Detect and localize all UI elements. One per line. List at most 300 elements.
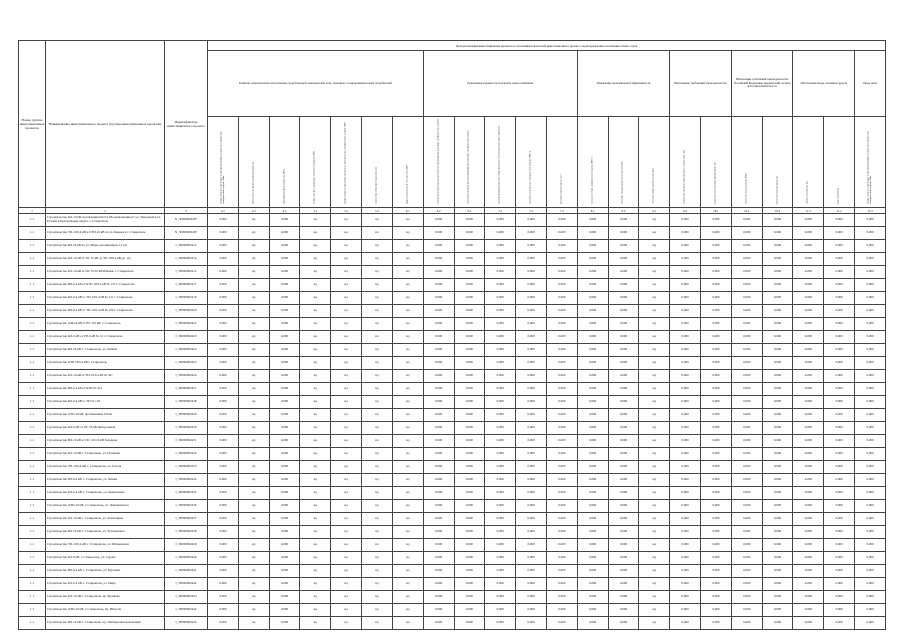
row-value-cell: нд xyxy=(362,214,393,227)
row-project-name-text: Строительство КЛ-10 кВ от ПС 35/10 кВ Южная, г. Ставрополь xyxy=(47,270,134,274)
row-project-name-text: Строительство ЛЭП-10 кВ, протяжением 0,8 км xyxy=(47,413,113,417)
row-value-cell: нд xyxy=(392,344,423,357)
row-value-cell: 0,000 xyxy=(731,409,762,422)
row-group-number: 1.1 xyxy=(19,370,46,383)
row-value-cell: 0,000 xyxy=(701,214,732,227)
row-value-cell: нд xyxy=(300,370,331,383)
row-value-cell: 0,000 xyxy=(208,318,239,331)
row-value-cell: 0,000 xyxy=(546,591,577,604)
row-value-cell: 0,000 xyxy=(762,370,793,383)
row-value-cell: 0,000 xyxy=(269,539,300,552)
row-value-cell: 0,000 xyxy=(731,266,762,279)
row-value-cell: 0,000 xyxy=(824,487,855,500)
row-value-cell: 0,000 xyxy=(762,448,793,461)
row-project-name xyxy=(46,578,165,591)
row-value-cell: 0,000 xyxy=(208,435,239,448)
row-value-cell: 0,000 xyxy=(824,331,855,344)
row-value-cell: 0,000 xyxy=(546,266,577,279)
row-project-name xyxy=(46,513,165,526)
table-row xyxy=(19,552,886,565)
row-value-cell: нд xyxy=(238,318,269,331)
row-value-cell: 0,000 xyxy=(423,214,454,227)
row-value-cell: 0,000 xyxy=(423,474,454,487)
row-value-cell: нд xyxy=(238,565,269,578)
row-value-cell: 0,000 xyxy=(269,305,300,318)
row-value-cell: 0,000 xyxy=(731,227,762,240)
row-value-cell: нд xyxy=(300,409,331,422)
row-value-cell: 0,000 xyxy=(793,435,824,448)
row-group-number: 1.1 xyxy=(19,331,46,344)
row-value-cell: нд xyxy=(392,266,423,279)
row-value-cell: нд xyxy=(238,604,269,617)
row-value-cell: нд xyxy=(300,292,331,305)
row-value-cell: 0,000 xyxy=(762,292,793,305)
row-value-cell: 0,000 xyxy=(731,214,762,227)
row-value-cell: нд xyxy=(639,292,670,305)
row-value-cell: 0,000 xyxy=(701,539,732,552)
row-value-cell: 0,000 xyxy=(208,578,239,591)
row-value-cell: 0,000 xyxy=(762,266,793,279)
row-group-number: 1.1 xyxy=(19,474,46,487)
row-project-name xyxy=(46,487,165,500)
row-value-cell: 0,000 xyxy=(793,565,824,578)
row-value-cell: нд xyxy=(300,227,331,240)
table-row xyxy=(19,500,886,513)
row-value-cell: 0,000 xyxy=(608,435,639,448)
row-value-cell: 0,000 xyxy=(546,565,577,578)
row-value-cell: 0,000 xyxy=(454,344,485,357)
row-value-cell: 0,000 xyxy=(793,214,824,227)
row-value-cell: 0,000 xyxy=(608,357,639,370)
row-value-cell: 0,000 xyxy=(454,487,485,500)
row-value-cell: нд xyxy=(331,409,362,422)
row-value-cell: 0,000 xyxy=(546,253,577,266)
row-value-cell: 0,000 xyxy=(731,240,762,253)
row-value-cell: 0,000 xyxy=(824,500,855,513)
row-value-cell: 0,000 xyxy=(208,266,239,279)
row-value-cell: 0,000 xyxy=(269,461,300,474)
row-value-cell: нд xyxy=(300,461,331,474)
row-project-id: I_3П000002430 xyxy=(165,422,208,435)
row-project-name-text: Строительство ЛЭП-10 кВ, г. Ставрополь, ул. Дзержинского xyxy=(47,504,129,508)
row-project-name-text: Строительство ВЛ-0,4 кВ, г. Ставрополь, ул. Чехова xyxy=(47,478,118,482)
row-value-cell: нд xyxy=(362,617,393,630)
row-value-cell: 0,000 xyxy=(577,422,608,435)
row-project-name xyxy=(46,474,165,487)
column-number: 10.2 xyxy=(731,208,762,214)
row-project-name-text: Строительство ВЛ-10 кВ, г. Ставрополь, ул. Тухачевского xyxy=(47,530,126,534)
indicator-header xyxy=(793,117,824,208)
row-group-number: 1.1 xyxy=(19,604,46,617)
row-value-cell: 0,000 xyxy=(824,552,855,565)
row-value-cell: 0,000 xyxy=(670,526,701,539)
row-value-cell: 0,000 xyxy=(546,617,577,630)
table-row xyxy=(19,279,886,292)
row-value-cell: 0,000 xyxy=(670,318,701,331)
row-value-cell: 0,000 xyxy=(516,604,547,617)
row-value-cell: 0,000 xyxy=(208,344,239,357)
row-value-cell: 0,000 xyxy=(608,487,639,500)
row-value-cell: нд xyxy=(331,227,362,240)
row-value-cell: нд xyxy=(331,578,362,591)
row-value-cell: 0,000 xyxy=(670,240,701,253)
row-value-cell: нд xyxy=(639,253,670,266)
row-value-cell: 0,000 xyxy=(577,279,608,292)
row-value-cell: 0,000 xyxy=(608,266,639,279)
indicator-header xyxy=(855,117,886,208)
row-value-cell: нд xyxy=(238,422,269,435)
row-value-cell: 0,000 xyxy=(577,266,608,279)
row-value-cell: 0,000 xyxy=(485,539,516,552)
row-value-cell: 0,000 xyxy=(208,214,239,227)
row-value-cell: нд xyxy=(639,357,670,370)
row-value-cell: 0,000 xyxy=(269,214,300,227)
column-number: 8.1 xyxy=(577,208,608,214)
row-value-cell: нд xyxy=(300,240,331,253)
investment-projects-table xyxy=(18,40,886,630)
row-value-cell: нд xyxy=(300,591,331,604)
row-project-name-text: Строительство КЛ-10 кВ от ПС 35 кВ до ТП 10/0,4 кВ (ф. 14) xyxy=(47,257,131,261)
row-value-cell: нд xyxy=(392,526,423,539)
row-value-cell: нд xyxy=(238,292,269,305)
row-value-cell: нд xyxy=(362,383,393,396)
column-number: 11.1 xyxy=(793,208,824,214)
row-value-cell: 0,000 xyxy=(762,344,793,357)
row-project-id: I_3П000002436 xyxy=(165,500,208,513)
row-value-cell: 0,000 xyxy=(546,422,577,435)
row-project-name xyxy=(46,305,165,318)
row-value-cell: 0,000 xyxy=(731,565,762,578)
column-number: 5.1 xyxy=(300,208,331,214)
row-value-cell: 0,000 xyxy=(269,240,300,253)
table-row xyxy=(19,344,886,357)
row-value-cell: нд xyxy=(238,513,269,526)
row-value-cell: 0,000 xyxy=(701,617,732,630)
indicator-header-text: показатель уровня качества осуществляемого технологического присоединения xyxy=(498,125,501,204)
indicator-header xyxy=(208,117,239,208)
row-value-cell: 0,000 xyxy=(485,305,516,318)
row-value-cell: нд xyxy=(362,292,393,305)
row-value-cell: нд xyxy=(331,331,362,344)
row-value-cell: 0,000 xyxy=(824,526,855,539)
row-value-cell: нд xyxy=(392,604,423,617)
row-project-name xyxy=(46,617,165,630)
row-value-cell: 0,000 xyxy=(516,305,547,318)
row-value-cell: 0,000 xyxy=(485,461,516,474)
row-value-cell: 0,000 xyxy=(269,370,300,383)
row-value-cell: нд xyxy=(639,513,670,526)
row-value-cell: 0,000 xyxy=(701,240,732,253)
row-value-cell: 0,000 xyxy=(701,526,732,539)
row-value-cell: нд xyxy=(362,526,393,539)
row-project-id: I_3П000002433 xyxy=(165,461,208,474)
row-value-cell: 0,000 xyxy=(423,279,454,292)
row-value-cell: нд xyxy=(238,253,269,266)
indicator-header xyxy=(238,117,269,208)
row-value-cell: 0,000 xyxy=(670,578,701,591)
row-value-cell: 0,000 xyxy=(762,214,793,227)
row-value-cell: 0,000 xyxy=(855,422,886,435)
row-value-cell: нд xyxy=(362,422,393,435)
row-value-cell: 0,000 xyxy=(516,396,547,409)
row-value-cell: нд xyxy=(238,409,269,422)
row-value-cell: 0,000 xyxy=(485,578,516,591)
row-value-cell: 0,000 xyxy=(731,253,762,266)
row-value-cell: нд xyxy=(392,279,423,292)
row-value-cell: 0,000 xyxy=(516,422,547,435)
row-value-cell: 0,000 xyxy=(546,279,577,292)
row-value-cell: нд xyxy=(300,617,331,630)
table-row xyxy=(19,565,886,578)
row-value-cell: нд xyxy=(639,435,670,448)
row-value-cell: 0,000 xyxy=(762,578,793,591)
row-value-cell: 0,000 xyxy=(454,604,485,617)
row-value-cell: 0,000 xyxy=(670,214,701,227)
row-value-cell: 0,000 xyxy=(608,344,639,357)
row-value-cell: 0,000 xyxy=(208,487,239,500)
row-group-number: 1.1 xyxy=(19,227,46,240)
table-row xyxy=(19,318,886,331)
row-value-cell: 0,000 xyxy=(577,448,608,461)
row-value-cell: 0,000 xyxy=(731,591,762,604)
row-value-cell: 0,000 xyxy=(824,591,855,604)
row-value-cell: 0,000 xyxy=(516,214,547,227)
row-value-cell: 0,000 xyxy=(731,513,762,526)
row-value-cell: нд xyxy=(639,305,670,318)
row-value-cell: 0,000 xyxy=(824,214,855,227)
row-value-cell: 0,000 xyxy=(485,214,516,227)
row-value-cell: 0,000 xyxy=(731,500,762,513)
column-number: 6.3 xyxy=(454,208,485,214)
row-value-cell: 0,000 xyxy=(670,370,701,383)
row-value-cell: нд xyxy=(238,539,269,552)
row-group-number: 1.1 xyxy=(19,539,46,552)
row-value-cell: 0,000 xyxy=(516,435,547,448)
row-value-cell: 0,000 xyxy=(608,240,639,253)
row-project-id: I_3П000002439 xyxy=(165,539,208,552)
row-value-cell: 0,000 xyxy=(670,383,701,396)
row-value-cell: 0,000 xyxy=(269,591,300,604)
table-row xyxy=(19,513,886,526)
row-value-cell: 0,000 xyxy=(423,240,454,253)
row-value-cell: 0,000 xyxy=(855,552,886,565)
row-value-cell: 0,000 xyxy=(269,292,300,305)
row-project-id: I_3П000002445 xyxy=(165,617,208,630)
row-project-name xyxy=(46,292,165,305)
row-value-cell: 0,000 xyxy=(208,539,239,552)
row-value-cell: нд xyxy=(238,435,269,448)
row-value-cell: 0,000 xyxy=(208,240,239,253)
row-value-cell: 0,000 xyxy=(701,344,732,357)
row-group-number: 1.1 xyxy=(19,461,46,474)
row-value-cell: 0,000 xyxy=(546,227,577,240)
row-value-cell: 0,000 xyxy=(577,591,608,604)
row-value-cell: 0,000 xyxy=(423,526,454,539)
row-value-cell: 0,000 xyxy=(546,526,577,539)
row-value-cell: 0,000 xyxy=(485,253,516,266)
row-value-cell: нд xyxy=(639,383,670,396)
row-group-number: 1.1 xyxy=(19,279,46,292)
row-value-cell: 0,000 xyxy=(855,344,886,357)
table-row xyxy=(19,214,886,227)
row-value-cell: нд xyxy=(362,331,393,344)
row-value-cell: 0,000 xyxy=(608,214,639,227)
row-value-cell: 0,000 xyxy=(208,253,239,266)
row-value-cell: 0,000 xyxy=(485,435,516,448)
row-value-cell: 0,000 xyxy=(701,578,732,591)
indicator-header-text: показатель средней частоты прекращений передачи электрической энергии xyxy=(468,130,471,204)
row-project-name-text: Строительство ВЛ-10 кВ, г. Ставрополь, пр. Октябрьской революции xyxy=(47,621,141,625)
row-value-cell: 0,000 xyxy=(269,318,300,331)
row-value-cell: 0,000 xyxy=(454,292,485,305)
row-project-name-text: Строительство ВЛ-10 кВ по ул. Мира, протяжением 1,2 км xyxy=(47,244,127,248)
row-value-cell: нд xyxy=(362,552,393,565)
row-value-cell: 0,000 xyxy=(423,448,454,461)
row-value-cell: 0,000 xyxy=(485,513,516,526)
row-value-cell: 0,000 xyxy=(577,474,608,487)
row-value-cell: 0,000 xyxy=(423,539,454,552)
row-value-cell: нд xyxy=(331,604,362,617)
row-value-cell: 0,000 xyxy=(269,435,300,448)
indicator-header xyxy=(701,117,732,208)
row-value-cell: 0,000 xyxy=(793,357,824,370)
row-value-cell: нд xyxy=(392,409,423,422)
row-value-cell: 0,000 xyxy=(608,448,639,461)
row-value-cell: нд xyxy=(392,474,423,487)
row-value-cell: 0,000 xyxy=(608,526,639,539)
row-value-cell: нд xyxy=(300,214,331,227)
row-value-cell: 0,000 xyxy=(824,396,855,409)
row-value-cell: 0,000 xyxy=(608,318,639,331)
table-row xyxy=(19,604,886,617)
column-number: 11.2 xyxy=(824,208,855,214)
row-value-cell: 0,000 xyxy=(793,383,824,396)
row-value-cell: 0,000 xyxy=(208,526,239,539)
row-value-cell: 0,000 xyxy=(454,435,485,448)
row-value-cell: 0,000 xyxy=(793,526,824,539)
row-value-cell: нд xyxy=(331,318,362,331)
row-project-name xyxy=(46,331,165,344)
row-value-cell: нд xyxy=(238,240,269,253)
row-value-cell: 0,000 xyxy=(793,500,824,513)
row-project-name xyxy=(46,539,165,552)
row-group-number: 1.1 xyxy=(19,409,46,422)
row-value-cell: 0,000 xyxy=(454,214,485,227)
row-project-name-text: Строительство ТП-10/0,4 кВ, г. Ставрополь, ул. Гоголя xyxy=(47,465,122,469)
row-value-cell: нд xyxy=(639,500,670,513)
row-value-cell: 0,000 xyxy=(608,604,639,617)
row-value-cell: 0,000 xyxy=(670,487,701,500)
row-value-cell: нд xyxy=(331,292,362,305)
indicator-header xyxy=(362,117,393,208)
indicator-header-text: объем обеспечения ввода, МВА xyxy=(745,173,748,204)
row-value-cell: 0,000 xyxy=(855,565,886,578)
row-value-cell: 0,000 xyxy=(208,474,239,487)
row-value-cell: 0,000 xyxy=(670,461,701,474)
row-value-cell: нд xyxy=(362,305,393,318)
row-value-cell: 0,000 xyxy=(824,513,855,526)
row-value-cell: 0,000 xyxy=(208,604,239,617)
row-value-cell: нд xyxy=(639,422,670,435)
row-value-cell: 0,000 xyxy=(208,383,239,396)
row-value-cell: 0,000 xyxy=(423,617,454,630)
row-value-cell: 0,000 xyxy=(824,292,855,305)
row-value-cell: 0,000 xyxy=(423,396,454,409)
row-value-cell: 0,000 xyxy=(824,305,855,318)
row-value-cell: 0,000 xyxy=(670,292,701,305)
row-value-cell: 0,000 xyxy=(701,227,732,240)
row-value-cell: 0,000 xyxy=(670,539,701,552)
column-number: 10.3 xyxy=(762,208,793,214)
row-value-cell: 0,000 xyxy=(546,240,577,253)
row-value-cell: нд xyxy=(331,279,362,292)
row-value-cell: 0,000 xyxy=(546,552,577,565)
row-value-cell: нд xyxy=(639,578,670,591)
row-value-cell: 0,000 xyxy=(793,591,824,604)
row-value-cell: нд xyxy=(392,552,423,565)
row-value-cell: нд xyxy=(362,240,393,253)
row-project-name-text: Строительство ВЛ-10 кВ, г. Ставрополь, ул. Ленина xyxy=(47,348,118,352)
row-value-cell: 0,000 xyxy=(269,448,300,461)
row-value-cell: нд xyxy=(639,526,670,539)
row-value-cell: 0,000 xyxy=(454,526,485,539)
row-value-cell: 0,000 xyxy=(762,305,793,318)
row-group-number: 1.1 xyxy=(19,513,46,526)
row-value-cell: нд xyxy=(392,227,423,240)
row-value-cell: нд xyxy=(331,214,362,227)
row-group-number: 1.1 xyxy=(19,591,46,604)
row-value-cell: нд xyxy=(392,318,423,331)
row-group-number: 1.1 xyxy=(19,435,46,448)
row-value-cell: 0,000 xyxy=(516,227,547,240)
row-value-cell: 0,000 xyxy=(423,500,454,513)
row-project-name xyxy=(46,344,165,357)
row-value-cell: 0,000 xyxy=(423,266,454,279)
indicator-header xyxy=(516,117,547,208)
row-group-number: 1.1 xyxy=(19,617,46,630)
row-value-cell: 0,000 xyxy=(208,331,239,344)
row-value-cell: 0,000 xyxy=(670,448,701,461)
row-value-cell: 0,000 xyxy=(762,617,793,630)
row-value-cell: 0,000 xyxy=(670,331,701,344)
row-value-cell: 0,000 xyxy=(855,240,886,253)
row-value-cell: 0,000 xyxy=(423,552,454,565)
investment-table-sheet xyxy=(18,40,886,630)
row-value-cell: 0,000 xyxy=(762,396,793,409)
row-value-cell: 0,000 xyxy=(762,526,793,539)
row-value-cell: 0,000 xyxy=(516,565,547,578)
row-project-name-text: Строительство ВЛ-0,4 кВ от КТП 10/0,4 кВ № 153 г. Ставрополь xyxy=(47,283,135,287)
row-value-cell: 0,000 xyxy=(546,409,577,422)
row-project-name xyxy=(46,370,165,383)
row-value-cell: нд xyxy=(300,578,331,591)
row-value-cell: нд xyxy=(362,279,393,292)
row-value-cell: 0,000 xyxy=(454,396,485,409)
row-value-cell: нд xyxy=(238,370,269,383)
row-value-cell: нд xyxy=(300,422,331,435)
row-value-cell: 0,000 xyxy=(608,383,639,396)
row-value-cell: нд xyxy=(238,344,269,357)
row-project-name xyxy=(46,500,165,513)
row-value-cell: нд xyxy=(392,513,423,526)
row-value-cell: 0,000 xyxy=(546,500,577,513)
row-value-cell: 0,000 xyxy=(454,305,485,318)
row-value-cell: нд xyxy=(238,266,269,279)
row-value-cell: 0,000 xyxy=(701,461,732,474)
row-value-cell: 0,000 xyxy=(423,253,454,266)
row-value-cell: нд xyxy=(331,240,362,253)
row-value-cell: 0,000 xyxy=(516,344,547,357)
